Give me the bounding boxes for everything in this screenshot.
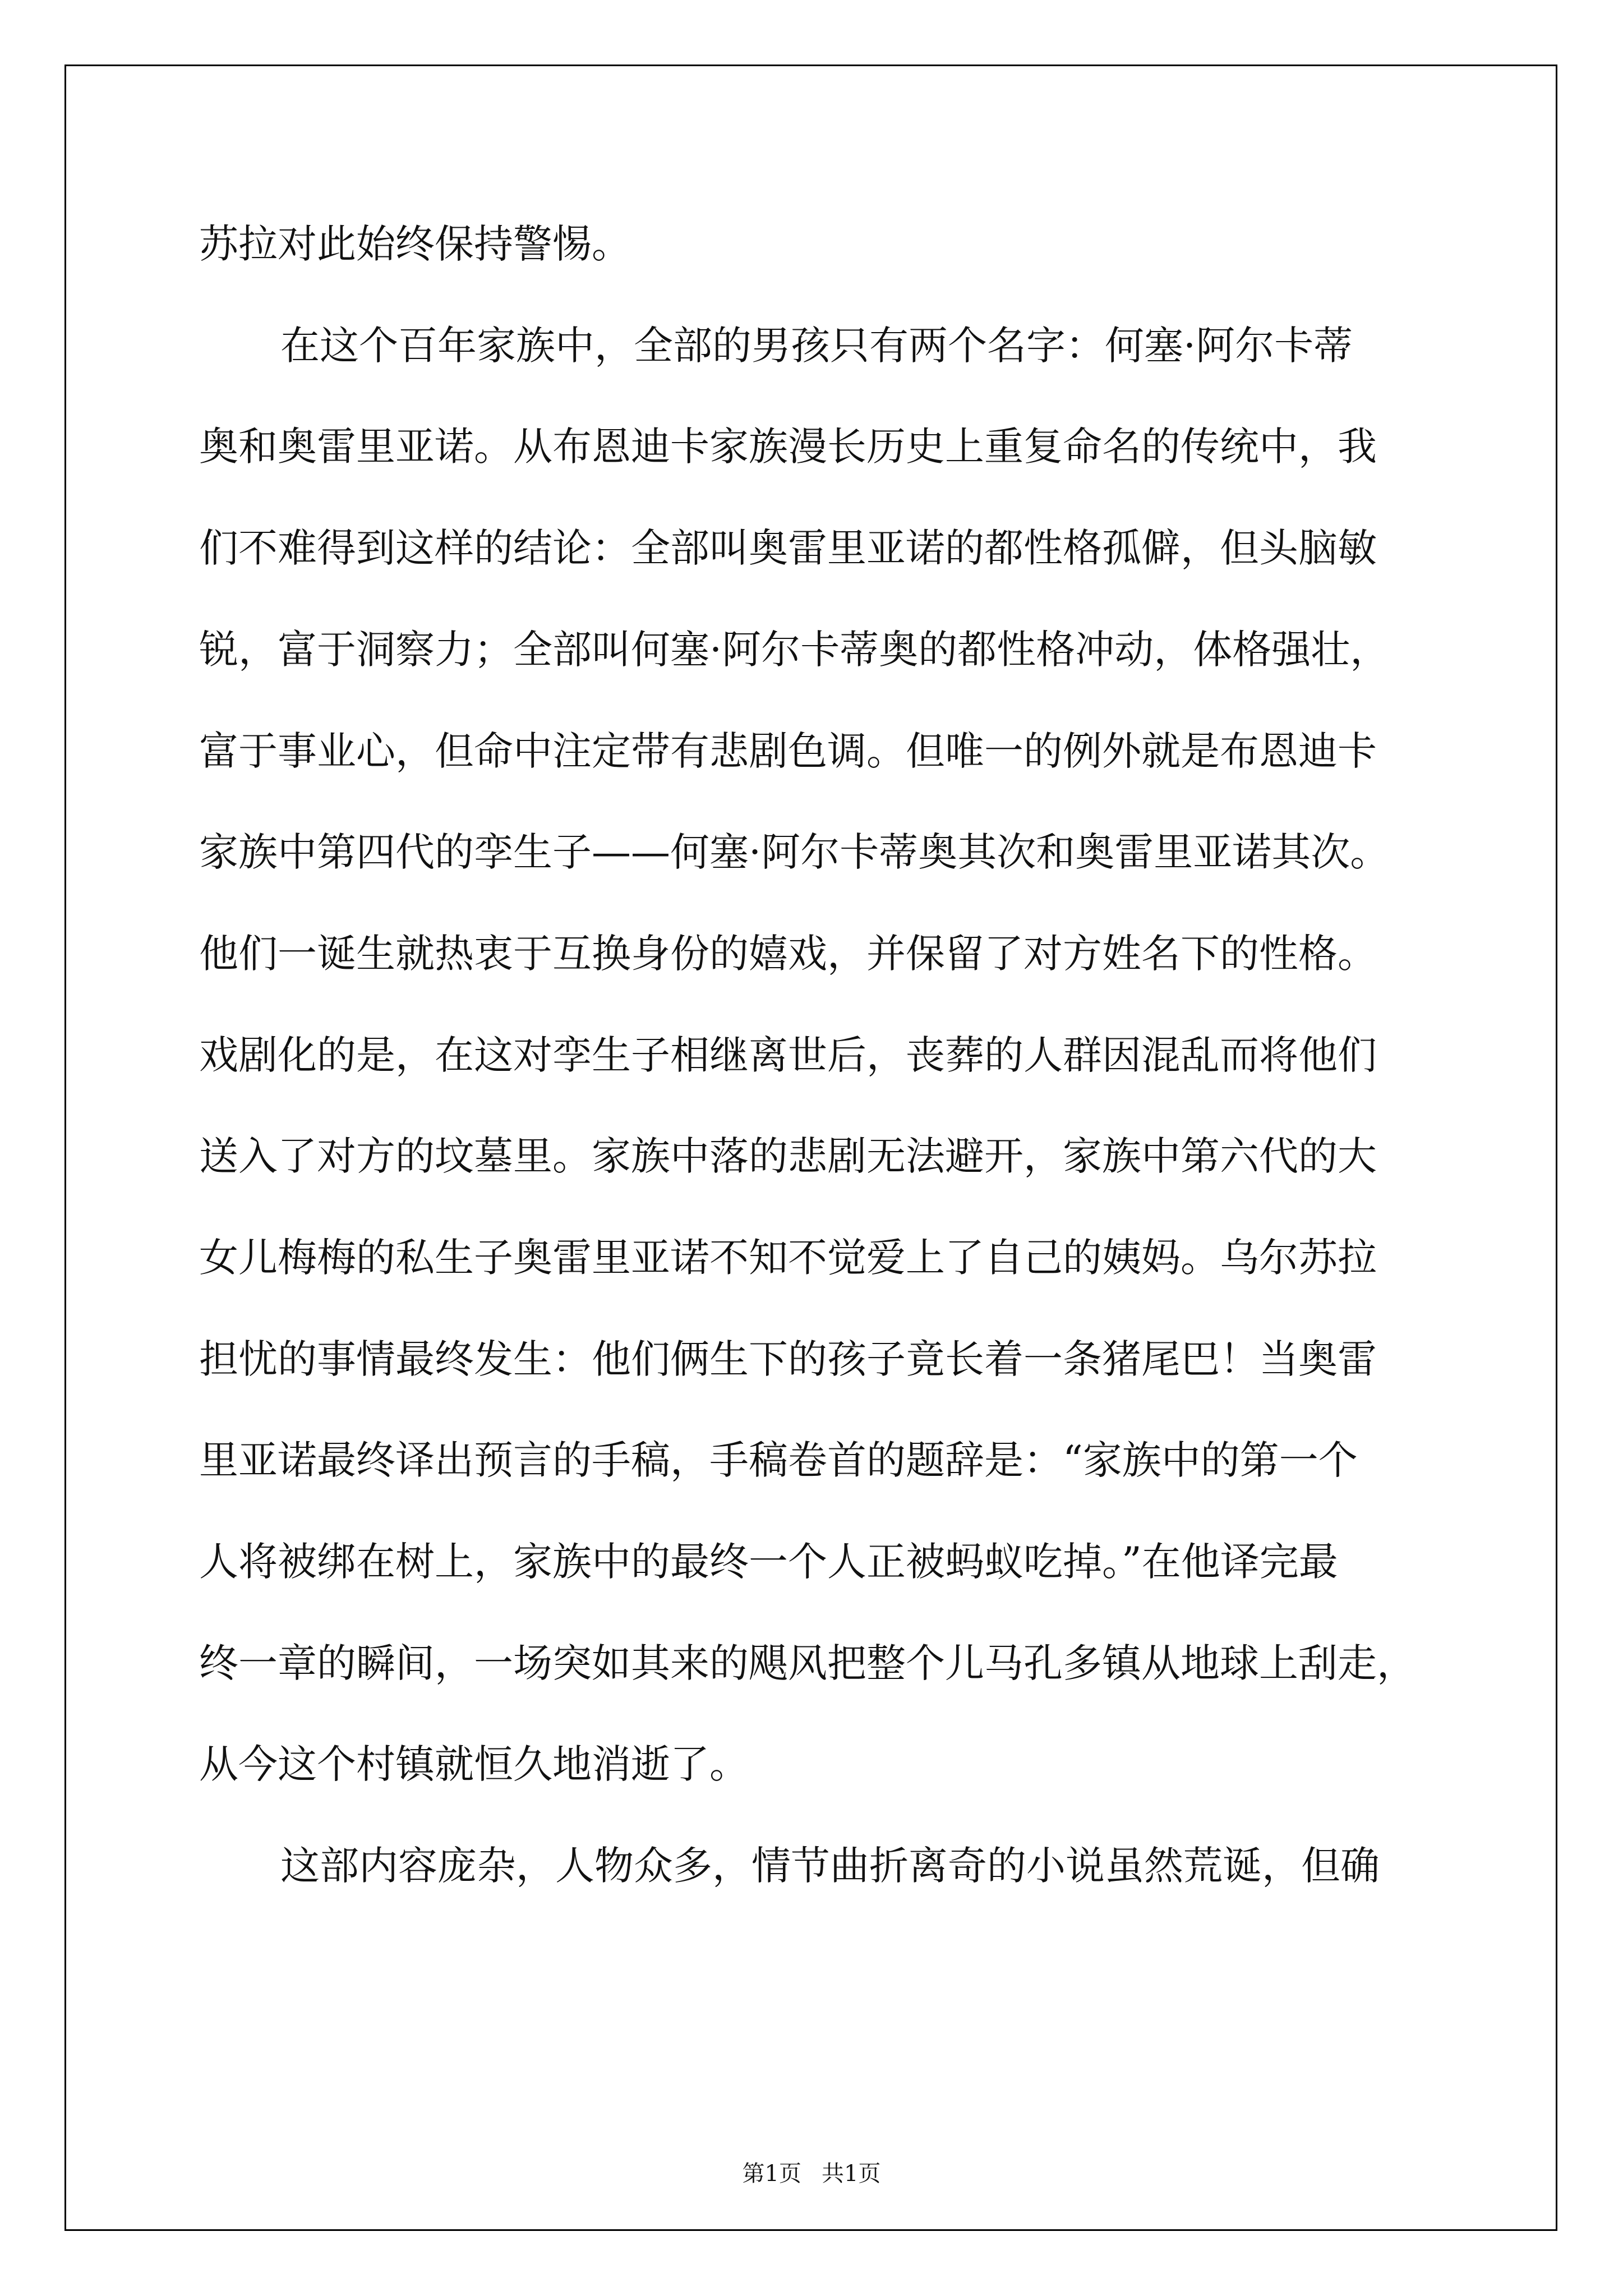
text-line: 送入了对方的坟墓里。家族中落的悲剧无法避开，家族中第六代的大 <box>199 1133 1377 1179</box>
text-line: 担忧的事情最终发生：他们俩生下的孩子竟长着一条猪尾巴！当奥雷 <box>199 1336 1377 1382</box>
text-line: 苏拉对此始终保持警惕。 <box>199 221 631 267</box>
text-line: 戏剧化的是，在这对孪生子相继离世后，丧葬的人群因混乱而将他们 <box>199 1032 1377 1078</box>
text-line: 们不难得到这样的结论：全部叫奥雷里亚诺的都性格孤僻，但头脑敏 <box>199 525 1377 571</box>
text-line: 奥和奥雷里亚诺。从布恩迪卡家族漫长历史上重复命名的传统中，我 <box>199 424 1377 470</box>
text-line: 在这个百年家族中，全部的男孩只有两个名字：何塞·阿尔卡蒂 <box>280 323 1353 369</box>
text-line: 家族中第四代的孪生子——何塞·阿尔卡蒂奥其次和奥雷里亚诺其次。 <box>199 829 1390 875</box>
page-total: 共1页 <box>822 2161 881 2187</box>
text-line: 从今这个村镇就恒久地消逝了。 <box>199 1741 749 1787</box>
page-number: 第1页 <box>742 2161 801 2187</box>
text-line: 锐，富于洞察力；全部叫何塞·阿尔卡蒂奥的都性格冲动，体格强壮， <box>199 627 1390 673</box>
text-line: 终一章的瞬间，一场突如其来的飓风把整个儿马孔多镇从地球上刮走， <box>199 1640 1416 1686</box>
text-line: 里亚诺最终译出预言的手稿，手稿卷首的题辞是：“家族中的第一个 <box>199 1437 1358 1483</box>
page-footer <box>0 2157 1623 2191</box>
text-line: 人将被绑在树上，家族中的最终一个人正被蚂蚁吃掉。”在他译完最 <box>199 1539 1338 1585</box>
text-line: 女儿梅梅的私生子奥雷里亚诺不知不觉爱上了自己的姨妈。乌尔苏拉 <box>199 1235 1377 1281</box>
text-line: 富于事业心，但命中注定带有悲剧色调。但唯一的例外就是布恩迪卡 <box>199 728 1377 774</box>
text-line: 这部内容庞杂，人物众多，情节曲折离奇的小说虽然荒诞，但确 <box>280 1843 1380 1889</box>
text-line: 他们一诞生就热衷于互换身份的嬉戏，并保留了对方姓名下的性格。 <box>199 931 1377 977</box>
